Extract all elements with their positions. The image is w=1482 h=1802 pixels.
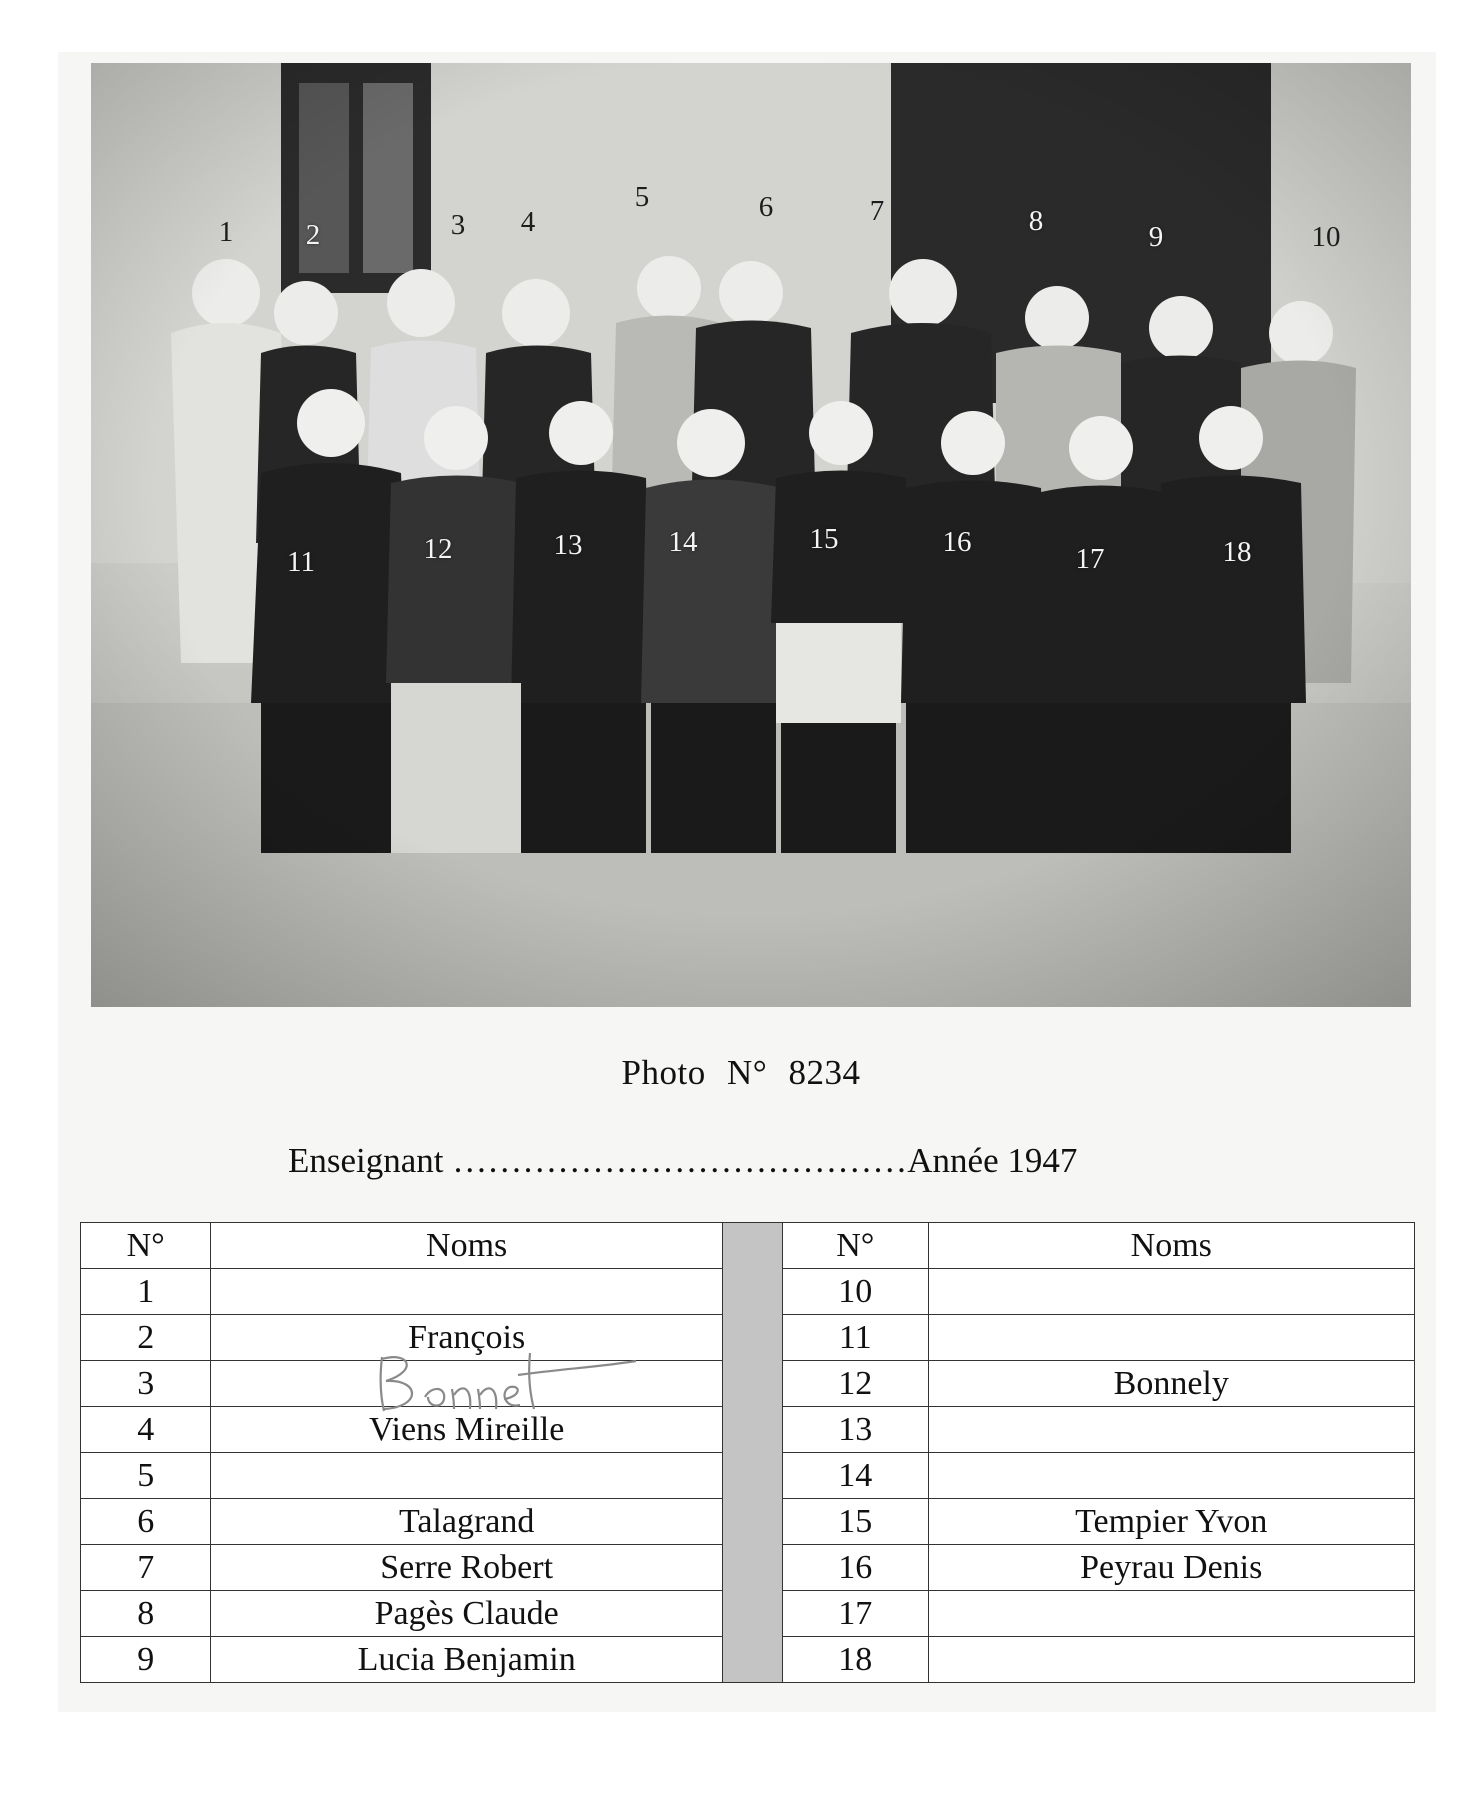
names-table	[80, 1222, 1415, 1683]
cell-name	[928, 1315, 1414, 1361]
teacher-year-line	[288, 1141, 1077, 1181]
photo-label-1: 1	[218, 216, 234, 248]
photo-label: Photo	[621, 1053, 706, 1092]
cell-name: Talagrand	[211, 1499, 723, 1545]
photo-label-3: 3	[450, 209, 466, 241]
teacher-dots: …………………………………	[452, 1141, 908, 1180]
cell-name	[211, 1453, 723, 1499]
cell-name: François	[211, 1315, 723, 1361]
class-photo-illustration	[91, 63, 1411, 1007]
cell-no: 15	[783, 1499, 928, 1545]
header-no-left: N°	[81, 1223, 211, 1269]
photo-label-11: 11	[287, 546, 315, 578]
cell-no: 6	[81, 1499, 211, 1545]
photo-label-5: 5	[634, 181, 650, 213]
cell-no: 16	[783, 1545, 928, 1591]
header-names-left: Noms	[211, 1223, 723, 1269]
cell-name: Lucia Benjamin	[211, 1637, 723, 1683]
photo-label-9: 9	[1148, 221, 1164, 253]
photo-label-6: 6	[758, 191, 774, 223]
cell-no: 9	[81, 1637, 211, 1683]
cell-name: Viens Mireille	[211, 1407, 723, 1453]
photo-number: 8234	[788, 1053, 861, 1092]
photo-label-18: 18	[1222, 536, 1252, 568]
table-separator	[722, 1223, 782, 1683]
cell-name: Pagès Claude	[211, 1591, 723, 1637]
cell-no: 7	[81, 1545, 211, 1591]
cell-name	[928, 1453, 1414, 1499]
cell-name: Tempier Yvon	[928, 1499, 1414, 1545]
photo-label-12: 12	[423, 533, 453, 565]
cell-no: 3	[81, 1361, 211, 1407]
photo-label-8: 8	[1028, 205, 1044, 237]
cell-name	[928, 1591, 1414, 1637]
cell-no: 14	[783, 1453, 928, 1499]
table-header-row	[81, 1223, 1415, 1269]
header-no-right: N°	[783, 1223, 928, 1269]
cell-name	[928, 1269, 1414, 1315]
teacher-label: Enseignant	[288, 1141, 444, 1180]
photo-label-7: 7	[869, 195, 885, 227]
cell-no: 8	[81, 1591, 211, 1637]
cell-no: 1	[81, 1269, 211, 1315]
cell-name	[211, 1269, 723, 1315]
cell-name	[928, 1407, 1414, 1453]
photo-caption	[0, 1053, 1482, 1093]
photo-label-4: 4	[520, 206, 536, 238]
year-value: 1947	[1007, 1141, 1078, 1180]
cell-no: 12	[783, 1361, 928, 1407]
cell-no: 18	[783, 1637, 928, 1683]
photo-label-2: 2	[305, 219, 321, 251]
cell-name: Serre Robert	[211, 1545, 723, 1591]
cell-name: Bonnely	[928, 1361, 1414, 1407]
cell-no: 10	[783, 1269, 928, 1315]
class-photo	[91, 63, 1411, 1007]
photo-label-17: 17	[1075, 543, 1105, 575]
header-names-right: Noms	[928, 1223, 1414, 1269]
photo-label-16: 16	[942, 526, 972, 558]
photo-label-10: 10	[1311, 221, 1341, 253]
cell-name	[211, 1361, 723, 1407]
cell-no: 13	[783, 1407, 928, 1453]
photo-label-15: 15	[809, 523, 839, 555]
cell-no: 17	[783, 1591, 928, 1637]
cell-no: 5	[81, 1453, 211, 1499]
cell-no: 2	[81, 1315, 211, 1361]
photo-number-label: N°	[726, 1053, 768, 1092]
cell-name	[928, 1637, 1414, 1683]
photo-label-13: 13	[553, 529, 583, 561]
year-label: Année	[907, 1141, 999, 1180]
cell-no: 4	[81, 1407, 211, 1453]
cell-no: 11	[783, 1315, 928, 1361]
cell-name: Peyrau Denis	[928, 1545, 1414, 1591]
photo-label-14: 14	[668, 526, 698, 558]
